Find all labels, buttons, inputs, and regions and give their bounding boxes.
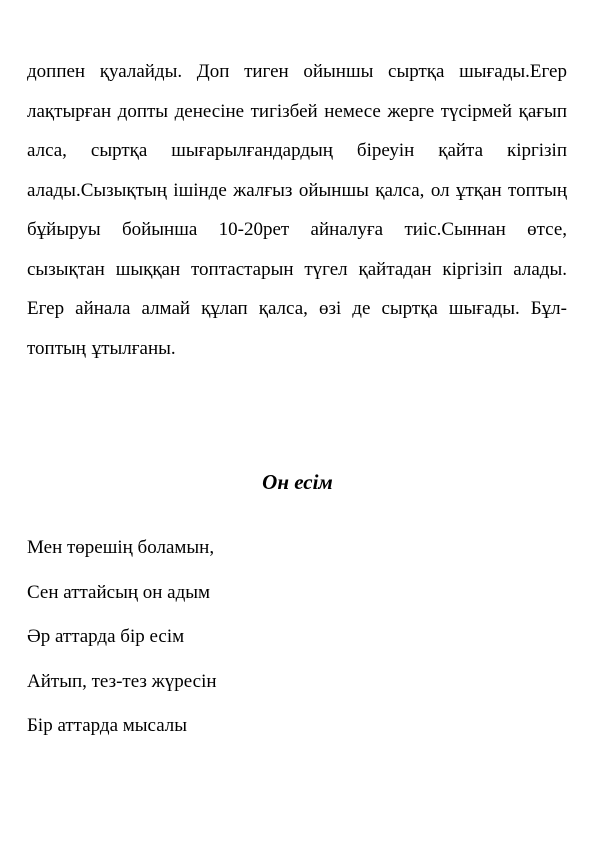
- poem-line: Мен төрешің боламын,: [27, 537, 215, 558]
- poem-line: Айтып, тез-тез жүресін: [27, 670, 217, 692]
- poem-line: Бір аттарда мысалы: [27, 715, 188, 736]
- poem: [27, 526, 217, 749]
- poem-line: Әр аттарда бір есім: [27, 626, 185, 647]
- poem-line: Сен аттайсың он адым: [27, 581, 211, 603]
- body-paragraph: доппен қуалайды. Доп тиген ойыншы сыртқа шығады.Егер лақтырған допты денесіне тигізбей немесе жерге түсірмей қағып алса, сыртқа шығарылғандардың біреуін қайта кіргізіп алады.Сызықтың ішінде жалғыз ойыншы қалса, ол ұтқан топтың бұйыруы бойынша 10-20рет айналуға тиіс.Сыннан өтсе, сызықтан шыққан топтастарын түгел қайтадан кіргізіп алады. Егер айнала алмай құлап қалса, өзі де сыртқа шығады. Бұл-топтың ұтылғаны.: [27, 61, 567, 359]
- section-title: Он есім: [262, 470, 333, 494]
